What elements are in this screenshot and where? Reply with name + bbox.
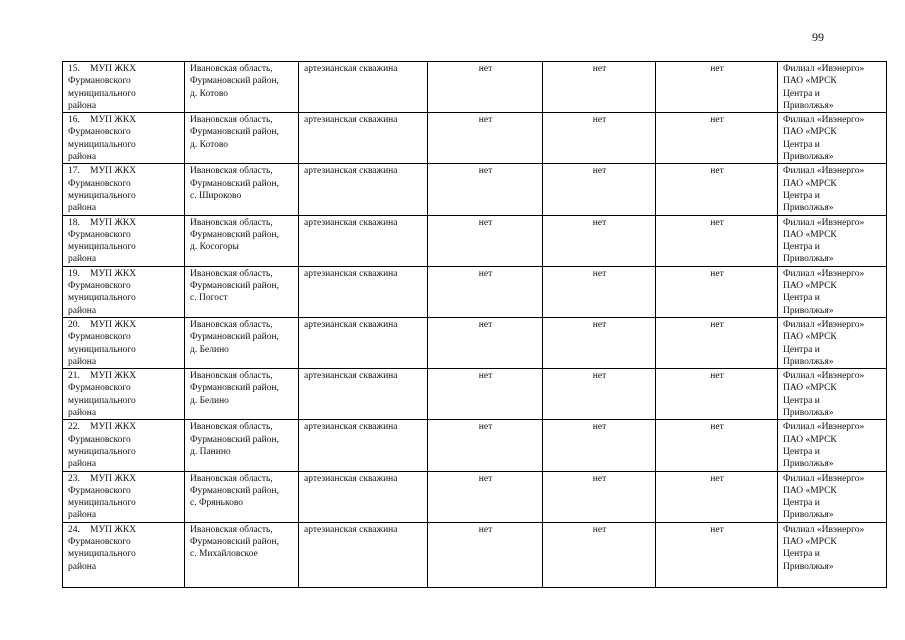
cell-supplier [778, 317, 887, 368]
row-number: 22. [68, 422, 80, 433]
organization-line: района [68, 510, 97, 521]
row-number: 19. [68, 268, 80, 279]
cell-supplier [778, 369, 887, 420]
cell-address [185, 113, 299, 164]
table-row [63, 266, 887, 317]
organization-line: района [68, 152, 97, 163]
organization-line: муниципального [68, 139, 136, 150]
supplier-line: Филиал «Ивэнерго» [783, 64, 865, 74]
cell-col4: нет [428, 164, 543, 215]
cell-supplier [778, 215, 887, 266]
address-line: Фурмановский район, [190, 434, 279, 445]
row-number: 24. [68, 524, 80, 535]
organization-name: МУП ЖКХ [90, 64, 137, 74]
row-number: 17. [68, 166, 80, 177]
cell-col6: нет [656, 164, 778, 215]
supplier-line: Филиал «Ивэнерго» [783, 115, 865, 126]
organization-line: Фурмановского [68, 229, 131, 240]
supplier-line: Филиал «Ивэнерго» [783, 217, 865, 228]
table-row [63, 113, 887, 164]
address-line: с. Широково [190, 190, 242, 201]
cell-supplier [778, 266, 887, 317]
cell-supplier [778, 420, 887, 471]
cell-col5: нет [543, 317, 656, 368]
table-row [63, 62, 887, 113]
supplier-line: Центра и [783, 88, 820, 99]
cell-col6: нет [656, 471, 778, 522]
cell-organization [63, 62, 185, 113]
cell-source: артезианская скважина [299, 113, 428, 164]
organization-line: Фурмановского [68, 383, 131, 394]
organization-line: муниципального [68, 293, 136, 304]
address-line: Фурмановский район, [190, 281, 279, 292]
table-row [63, 369, 887, 420]
address-line: Ивановская область, [190, 319, 273, 330]
supplier-line: Центра и [783, 293, 820, 304]
cell-organization [63, 471, 185, 522]
page-number: 99 [812, 30, 824, 44]
cell-source: артезианская скважина [299, 62, 428, 113]
cell-col6: нет [656, 317, 778, 368]
organization-name: МУП ЖКХ [90, 217, 137, 228]
address-line: Ивановская область, [190, 217, 273, 228]
cell-address [185, 317, 299, 368]
supplier-line: Приволжья» [783, 510, 834, 521]
cell-col5: нет [543, 62, 656, 113]
row-number: 20. [68, 319, 80, 330]
cell-organization [63, 113, 185, 164]
supplier-line: ПАО «МРСК [783, 536, 837, 547]
table-row [63, 522, 887, 587]
address-line: д. Косогоры [190, 242, 239, 253]
organization-line: района [68, 203, 97, 214]
organization-line: Фурмановского [68, 485, 131, 496]
cell-col6: нет [656, 266, 778, 317]
organization-name: МУП ЖКХ [90, 319, 137, 330]
cell-col5: нет [543, 113, 656, 164]
organization-line: района [68, 408, 97, 419]
address-line: Фурмановский район, [190, 485, 279, 496]
cell-organization [63, 420, 185, 471]
address-line: Ивановская область, [190, 524, 273, 535]
organization-line: муниципального [68, 498, 136, 509]
cell-address [185, 62, 299, 113]
row-number: 21. [68, 371, 80, 382]
cell-organization [63, 522, 185, 587]
cell-col4: нет [428, 215, 543, 266]
organization-line: Фурмановского [68, 434, 131, 445]
cell-col6: нет [656, 62, 778, 113]
cell-col4: нет [428, 266, 543, 317]
address-line: Фурмановский район, [190, 229, 279, 240]
supplier-line: Приволжья» [783, 356, 834, 367]
data-table [62, 61, 887, 588]
supplier-line: ПАО «МРСК [783, 76, 837, 87]
address-line: Ивановская область, [190, 371, 273, 382]
supplier-line: Приволжья» [783, 203, 834, 214]
cell-col6: нет [656, 113, 778, 164]
cell-col6: нет [656, 522, 778, 587]
cell-organization [63, 266, 185, 317]
cell-source: артезианская скважина [299, 420, 428, 471]
row-number: 16. [68, 115, 80, 126]
supplier-line: Филиал «Ивэнерго» [783, 319, 865, 330]
cell-address [185, 522, 299, 587]
cell-source: артезианская скважина [299, 164, 428, 215]
organization-line: района [68, 459, 97, 470]
supplier-line: Приволжья» [783, 561, 834, 572]
row-number: 18. [68, 217, 80, 228]
supplier-line: Приволжья» [783, 152, 834, 163]
cell-supplier [778, 62, 887, 113]
supplier-line: Приволжья» [783, 459, 834, 470]
row-number: 23. [68, 473, 80, 484]
cell-col5: нет [543, 369, 656, 420]
cell-col6: нет [656, 420, 778, 471]
supplier-line: Филиал «Ивэнерго» [783, 473, 865, 484]
cell-organization [63, 215, 185, 266]
cell-col4: нет [428, 420, 543, 471]
cell-source: артезианская скважина [299, 522, 428, 587]
supplier-line: Центра и [783, 344, 820, 355]
address-line: Ивановская область, [190, 64, 273, 74]
organization-line: муниципального [68, 395, 136, 406]
cell-col6: нет [656, 369, 778, 420]
cell-organization [63, 369, 185, 420]
cell-col5: нет [543, 420, 656, 471]
address-line: д. Котово [190, 139, 229, 150]
table-row [63, 317, 887, 368]
cell-col6: нет [656, 215, 778, 266]
table-row [63, 471, 887, 522]
cell-col5: нет [543, 266, 656, 317]
organization-line: района [68, 305, 97, 316]
organization-line: района [68, 356, 97, 367]
supplier-line: Центра и [783, 190, 820, 201]
organization-line: муниципального [68, 446, 136, 457]
address-line: д. Белино [190, 344, 229, 355]
supplier-line: Центра и [783, 395, 820, 406]
cell-col5: нет [543, 471, 656, 522]
table-body [63, 62, 887, 588]
address-line: Фурмановский район, [190, 332, 279, 343]
cell-col5: нет [543, 522, 656, 587]
supplier-line: ПАО «МРСК [783, 127, 837, 138]
cell-col4: нет [428, 62, 543, 113]
organization-line: района [68, 561, 97, 572]
organization-name: МУП ЖКХ [90, 371, 137, 382]
table-row [63, 164, 887, 215]
address-line: Фурмановский район, [190, 383, 279, 394]
organization-line: района [68, 100, 97, 111]
address-line: Фурмановский район, [190, 76, 279, 87]
cell-col5: нет [543, 164, 656, 215]
cell-col4: нет [428, 369, 543, 420]
address-line: Ивановская область, [190, 422, 273, 433]
cell-address [185, 215, 299, 266]
supplier-line: Центра и [783, 242, 820, 253]
cell-address [185, 266, 299, 317]
supplier-line: ПАО «МРСК [783, 383, 837, 394]
table-row [63, 420, 887, 471]
organization-line: муниципального [68, 549, 136, 560]
organization-line: муниципального [68, 88, 136, 99]
supplier-line: ПАО «МРСК [783, 281, 837, 292]
organization-line: Фурмановского [68, 76, 131, 87]
address-line: Фурмановский район, [190, 127, 279, 138]
organization-name: МУП ЖКХ [90, 166, 137, 177]
supplier-line: Приволжья» [783, 254, 834, 265]
address-line: с. Михайловское [190, 549, 258, 560]
organization-line: района [68, 254, 97, 265]
supplier-line: ПАО «МРСК [783, 332, 837, 343]
cell-address [185, 420, 299, 471]
organization-name: МУП ЖКХ [90, 422, 137, 433]
row-number: 15. [68, 64, 80, 74]
supplier-line: Филиал «Ивэнерго» [783, 166, 865, 177]
address-line: д. Белино [190, 395, 229, 406]
supplier-line: ПАО «МРСК [783, 178, 837, 189]
address-line: Ивановская область, [190, 268, 273, 279]
organization-line: Фурмановского [68, 281, 131, 292]
cell-address [185, 471, 299, 522]
cell-col4: нет [428, 522, 543, 587]
cell-source: артезианская скважина [299, 471, 428, 522]
supplier-line: Филиал «Ивэнерго» [783, 371, 865, 382]
supplier-line: ПАО «МРСК [783, 485, 837, 496]
address-line: Ивановская область, [190, 166, 273, 177]
cell-supplier [778, 522, 887, 587]
supplier-line: Филиал «Ивэнерго» [783, 422, 865, 433]
supplier-line: Центра и [783, 549, 820, 560]
organization-line: муниципального [68, 344, 136, 355]
cell-organization [63, 317, 185, 368]
address-line: Фурмановский район, [190, 536, 279, 547]
cell-address [185, 164, 299, 215]
organization-line: Фурмановского [68, 178, 131, 189]
address-line: с. Фряньково [190, 498, 244, 509]
cell-address [185, 369, 299, 420]
supplier-line: Центра и [783, 446, 820, 457]
organization-line: Фурмановского [68, 536, 131, 547]
supplier-line: Приволжья» [783, 100, 834, 111]
organization-line: муниципального [68, 242, 136, 253]
supplier-line: Приволжья» [783, 408, 834, 419]
supplier-line: Приволжья» [783, 305, 834, 316]
cell-source: артезианская скважина [299, 317, 428, 368]
address-line: д. Котово [190, 88, 229, 99]
address-line: д. Панино [190, 446, 231, 457]
organization-line: Фурмановского [68, 332, 131, 343]
cell-source: артезианская скважина [299, 266, 428, 317]
table-row [63, 215, 887, 266]
supplier-line: ПАО «МРСК [783, 229, 837, 240]
supplier-line: Центра и [783, 498, 820, 509]
address-line: Фурмановский район, [190, 178, 279, 189]
organization-name: МУП ЖКХ [90, 524, 137, 535]
organization-line: Фурмановского [68, 127, 131, 138]
supplier-line: Филиал «Ивэнерго» [783, 268, 865, 279]
address-line: Ивановская область, [190, 473, 273, 484]
organization-line: муниципального [68, 190, 136, 201]
organization-name: МУП ЖКХ [90, 268, 137, 279]
cell-supplier [778, 471, 887, 522]
cell-col4: нет [428, 471, 543, 522]
cell-col5: нет [543, 215, 656, 266]
cell-col4: нет [428, 113, 543, 164]
organization-name: МУП ЖКХ [90, 115, 137, 126]
cell-source: артезианская скважина [299, 215, 428, 266]
cell-source: артезианская скважина [299, 369, 428, 420]
cell-col4: нет [428, 317, 543, 368]
cell-organization [63, 164, 185, 215]
cell-supplier [778, 164, 887, 215]
supplier-line: Центра и [783, 139, 820, 150]
supplier-line: Филиал «Ивэнерго» [783, 524, 865, 535]
organization-name: МУП ЖКХ [90, 473, 137, 484]
address-line: с. Погост [190, 293, 228, 304]
address-line: Ивановская область, [190, 115, 273, 126]
cell-supplier [778, 113, 887, 164]
supplier-line: ПАО «МРСК [783, 434, 837, 445]
